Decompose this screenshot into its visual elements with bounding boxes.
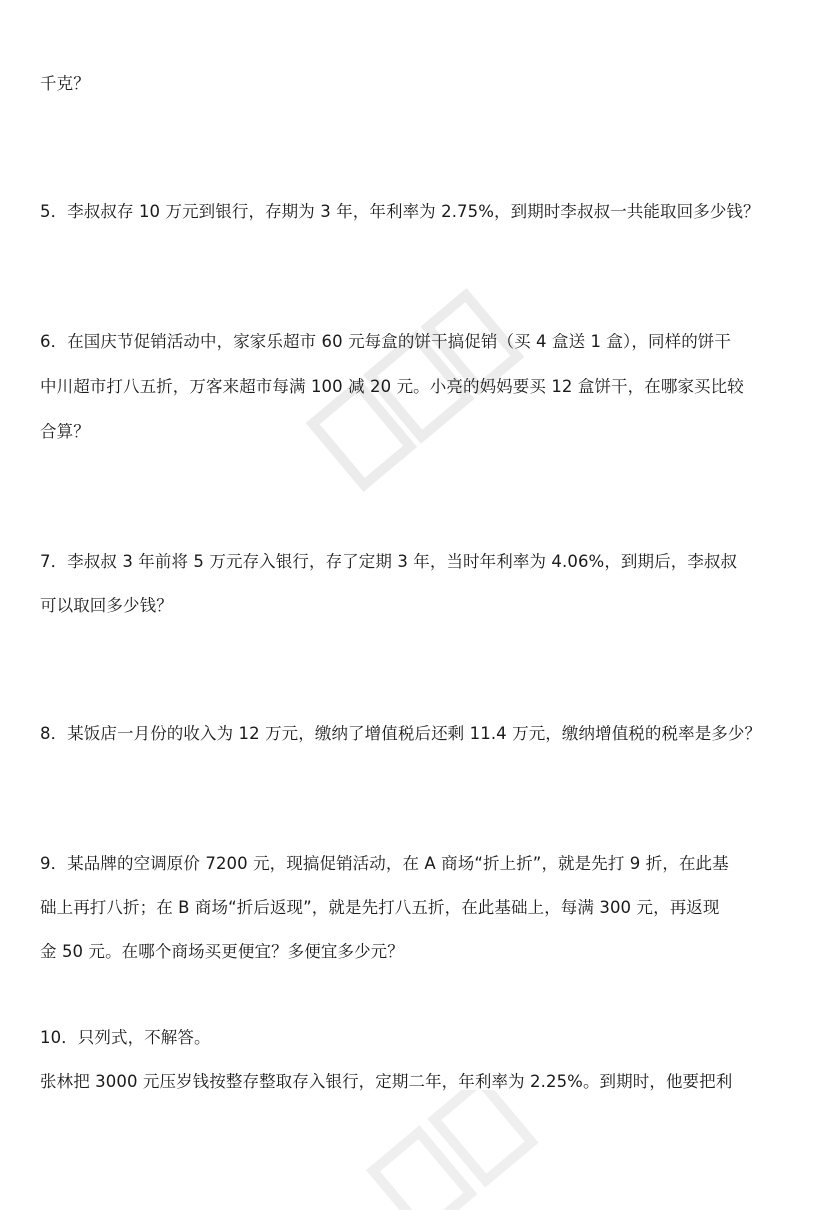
question-10-heading: 10．只列式，不解答。 [40,1028,211,1047]
question-8: 8．某饭店一月份的收入为 12 万元，缴纳了增值税后还剩 11.4 万元，缴纳增值税的税率是多少？ [40,724,762,743]
question-9-line-2: 础上再打八折；在 B 商场“折后返现”，就是先打八五折，在此基础上，每满 300 元，再返现 [40,898,720,917]
question-6-line-1: 6．在国庆节促销活动中，家家乐超市 60 元每盒的饼干搞促销（买 4 盒送 1 盒），同样的饼干 [40,332,732,351]
question-7-line-2: 可以取回多少钱？ [40,596,173,615]
question-7-line-1: 7．李叔叔 3 年前将 5 万元存入银行，存了定期 3 年，当时年利率为 4.06%，到期后，李叔叔 [40,552,738,571]
question-9-line-3: 金 50 元。在哪个商场买更便宜？多便宜多少元？ [40,942,404,961]
text-line-continuation: 千克？ [40,74,90,93]
question-6-line-2: 中川超市打八五折，万客来超市每满 100 减 20 元。小亮的妈妈要买 12 盒饼干，在哪家买比较 [40,377,744,396]
question-10-line-1: 张林把 3000 元压岁钱按整存整取存入银行，定期二年，年利率为 2.25%。到期时，他要把利 [40,1072,733,1091]
question-5: 5．李叔叔存 10 万元到银行，存期为 3 年，年利率为 2.75%，到期时李叔叔一共能取回多少钱？ [40,202,760,221]
question-9-line-1: 9．某品牌的空调原价 7200 元，现搞促销活动，在 A 商场“折上折”，就是先打 9 折，在此基 [40,854,729,873]
question-6-line-3: 合算？ [40,422,90,441]
watermark-logo-bottom [340,1090,580,1210]
